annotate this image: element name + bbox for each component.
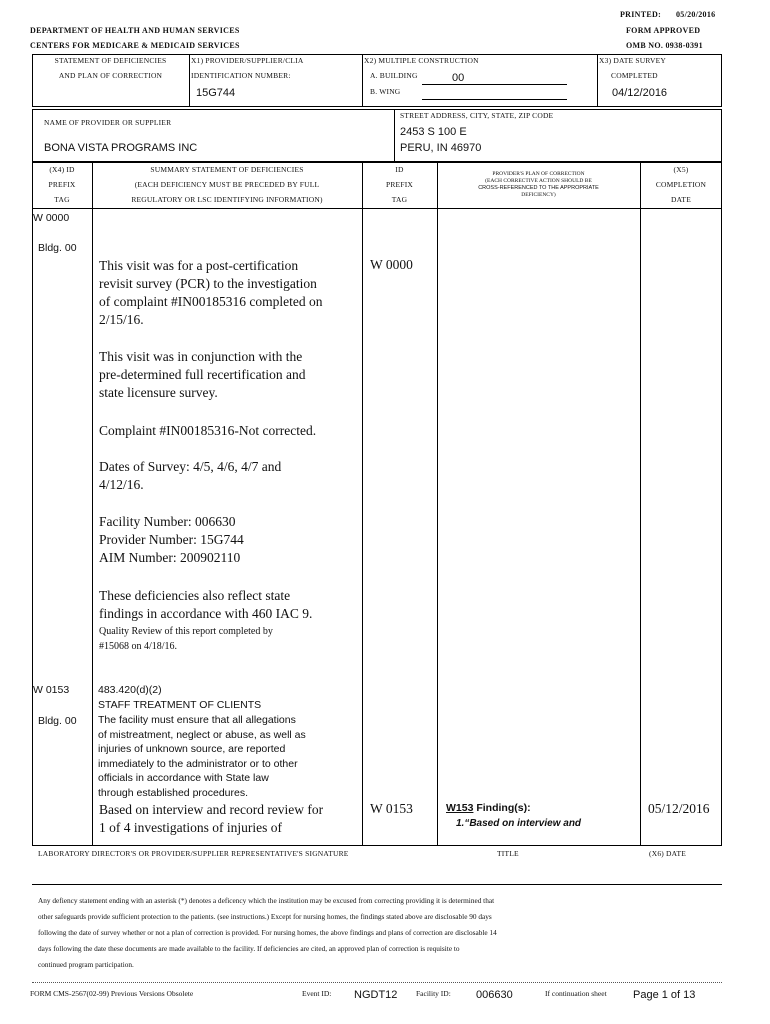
divider — [362, 54, 363, 107]
text-line: through established procedures. — [98, 786, 249, 799]
text-line: state licensure survey. — [99, 385, 218, 400]
plan-header — [437, 171, 640, 199]
text-line: 1 of 4 investigations of injuries of — [99, 820, 282, 835]
text-line: pre-determined full recertification and — [99, 367, 306, 382]
signature-label: LABORATORY DIRECTOR'S OR PROVIDER/SUPPLIER REPRESENTATIVE'S SIGNATURE — [38, 849, 349, 858]
facility-id-label: Facility ID: — [416, 989, 451, 998]
finding-tag: W153 — [446, 802, 474, 814]
x6-date-label: (X6) DATE — [649, 849, 687, 858]
footnote-line: other safeguards provide sufficient protection to the patients. (see instructions.) Except for nursing homes, the findings stated above are disclosable 90 days — [38, 912, 492, 921]
paragraph-6 — [99, 587, 312, 623]
divider — [597, 54, 598, 107]
x1-label-2: IDENTIFICATION NUMBER: — [191, 71, 291, 80]
title-label: TITLE — [497, 849, 519, 858]
text-line: Quality Review of this report completed by — [99, 626, 273, 637]
building-label: A. BUILDING — [370, 71, 418, 80]
printed-date: 05/20/2016 — [676, 10, 716, 19]
id-tag-2: W 0153 — [370, 801, 413, 816]
form-approved: FORM APPROVED — [626, 26, 701, 35]
statement-label-1: STATEMENT OF DEFICIENCIES — [54, 56, 167, 65]
divider — [189, 54, 190, 107]
text-line: The facility must ensure that all allegations — [98, 714, 296, 726]
statement-label-2: AND PLAN OF CORRECTION — [58, 71, 163, 80]
centers-title: CENTERS FOR MEDICARE & MEDICAID SERVICES — [30, 41, 240, 50]
footnote-line: continued program participation. — [38, 960, 134, 969]
id-header-3: TAG — [391, 195, 408, 204]
paragraph-3: Complaint #IN00185316-Not corrected. — [99, 423, 317, 438]
id-tag-1: W 0000 — [370, 257, 413, 272]
header-divider — [32, 208, 722, 209]
summary-header-3: REGULATORY OR LSC IDENTIFYING INFORMATION) — [131, 195, 323, 204]
address-line-2: PERU, IN 46970 — [400, 142, 482, 154]
regulation-title: STAFF TREATMENT OF CLIENTS — [98, 699, 262, 711]
form-number: FORM CMS-2567(02-99) Previous Versions Obsolete — [30, 989, 194, 998]
text-line: of mistreatment, neglect or abuse, as well as — [98, 728, 306, 741]
address-label: STREET ADDRESS, CITY, STATE, ZIP CODE — [400, 111, 554, 120]
finding-text: 1.“Based on interview and — [456, 818, 582, 829]
text-line: officials in accordance with State law — [98, 772, 269, 784]
id-header-2: PREFIX — [385, 180, 414, 189]
footnote-line: following the date of survey whether or not a plan of correction is provided. For nursing homes, the above findings and plans of correction are disclosable 14 — [38, 928, 497, 937]
page-number: Page 1 of 13 — [633, 989, 696, 1001]
column-divider — [362, 162, 363, 846]
footnote-line: Any defiency statement ending with an asterisk (*) denotes a deficency which the institution may be excused from correcting providing it is determined that — [38, 896, 495, 905]
continuation-label: If continuation sheet — [545, 989, 607, 998]
finding-label: Finding(s): — [473, 802, 531, 814]
paragraph-5 — [99, 513, 244, 567]
paragraph-2 — [99, 348, 306, 402]
finding-heading — [446, 802, 531, 814]
regulation-code: 483.420(d)(2) — [98, 684, 162, 696]
plan-header-4: DEFICIENCY) — [521, 192, 556, 198]
plan-header-3: CROSS-REFERENCED TO THE APPROPRIATE — [478, 185, 599, 191]
text-line: 4/12/16. — [99, 477, 144, 492]
text-line: These deficiencies also reflect state — [99, 588, 291, 603]
building-underline — [422, 84, 567, 85]
text-line: #15068 on 4/18/16. — [99, 641, 178, 652]
facility-id-value: 006630 — [476, 989, 513, 1001]
text-line: Facility Number: 006630 — [99, 514, 236, 529]
address-line-1: 2453 S 100 E — [400, 126, 467, 138]
summary-header-2: (EACH DEFICIENCY MUST BE PRECEDED BY FULL — [134, 180, 320, 189]
plan-header-2: (EACH CORRECTIVE ACTION SHOULD BE — [485, 178, 592, 184]
text-line: Dates of Survey: 4/5, 4/6, 4/7 and — [99, 459, 282, 474]
wing-underline — [422, 99, 567, 100]
x4-header-2: PREFIX — [48, 180, 76, 189]
building-tag-2: Bldg. 00 — [38, 715, 77, 727]
column-divider — [92, 162, 93, 846]
provider-grid-border — [32, 109, 722, 162]
signature-divider — [32, 884, 722, 885]
paragraph-7 — [99, 801, 323, 837]
text-line: This visit was for a post-certification — [99, 258, 299, 273]
quality-review — [99, 624, 273, 654]
footnote — [38, 893, 497, 973]
x3-label-1: X3) DATE SURVEY — [599, 56, 666, 65]
wing-label: B. WING — [370, 87, 401, 96]
id-header-1: ID — [395, 165, 404, 174]
text-line: injuries of unknown source, are reported — [98, 743, 286, 755]
printed-label: PRINTED: — [620, 10, 662, 19]
prefix-tag-1: W 0000 — [33, 212, 70, 224]
survey-date-value: 04/12/2016 — [612, 87, 668, 99]
paragraph-4 — [99, 458, 281, 494]
omb-number: OMB NO. 0938-0391 — [626, 41, 703, 50]
column-divider — [437, 162, 438, 846]
footer-divider — [32, 982, 722, 983]
x4-header-3: TAG — [54, 195, 70, 204]
text-line: This visit was in conjunction with the — [99, 349, 303, 364]
x5-header-2: COMPLETION — [655, 180, 707, 189]
completion-date-2: 05/12/2016 — [648, 801, 710, 816]
x5-header-1: (X5) — [673, 165, 689, 174]
text-line: of complaint #IN00185316 completed on — [99, 294, 323, 309]
x5-header-3: DATE — [671, 195, 691, 204]
regulation-text — [98, 713, 306, 800]
footnote-line: days following the date these documents are made available to the facility. If deficiencies are cited, an approved plan of correction is requisite to — [38, 944, 460, 953]
x1-label-1: X1) PROVIDER/SUPPLIER/CLIA — [191, 56, 304, 65]
provider-id-value: 15G744 — [196, 87, 236, 99]
text-line: 2/15/16. — [99, 312, 144, 327]
x3-label-2: COMPLETED — [611, 71, 658, 80]
building-tag-1: Bldg. 00 — [38, 242, 77, 254]
prefix-tag-2: W 0153 — [33, 684, 70, 696]
plan-header-1: PROVIDER'S PLAN OF CORRECTION — [492, 171, 585, 177]
event-id-value: NGDT12 — [354, 989, 398, 1001]
text-line: immediately to the administrator or to other — [98, 757, 298, 770]
event-id-label: Event ID: — [302, 989, 332, 998]
department-title: DEPARTMENT OF HEALTH AND HUMAN SERVICES — [30, 26, 240, 35]
building-value: 00 — [452, 72, 465, 84]
divider — [394, 109, 395, 162]
paragraph-1 — [99, 257, 322, 329]
x4-header-1: (X4) ID — [49, 165, 75, 174]
provider-name-value: BONA VISTA PROGRAMS INC — [44, 142, 198, 154]
summary-header-1: SUMMARY STATEMENT OF DEFICIENCIES — [150, 165, 304, 174]
text-line: Provider Number: 15G744 — [99, 532, 244, 547]
text-line: findings in accordance with 460 IAC 9. — [99, 606, 313, 621]
text-line: revisit survey (PCR) to the investigation — [99, 276, 317, 291]
x2-label: X2) MULTIPLE CONSTRUCTION — [364, 56, 479, 65]
text-line: Based on interview and record review for — [99, 802, 324, 817]
text-line: AIM Number: 200902110 — [99, 550, 241, 565]
column-divider — [640, 162, 641, 846]
provider-name-label: NAME OF PROVIDER OR SUPPLIER — [44, 118, 172, 127]
